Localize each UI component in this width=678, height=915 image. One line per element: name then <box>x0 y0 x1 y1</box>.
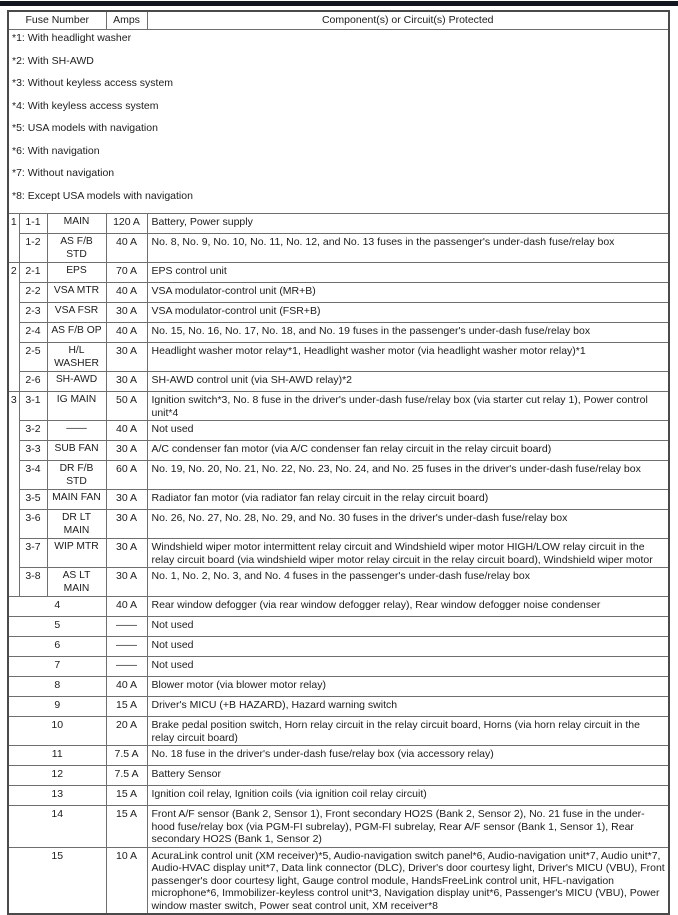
fuse-row <box>8 717 669 746</box>
fuse-row <box>8 847 669 914</box>
footnotes-row <box>8 30 669 214</box>
fuse-row <box>8 568 669 597</box>
amperage-cell: 30 A <box>106 303 147 323</box>
fuse-name-cell: VSA FSR <box>47 303 106 323</box>
fuse-row <box>8 421 669 441</box>
footnote-line: *7: Without navigation <box>12 167 115 179</box>
protected-circuit-cell: No. 8, No. 9, No. 10, No. 11, No. 12, and No. 13 fuses in the passenger's under-dash fuse/relay box <box>147 234 669 263</box>
fuse-name-cell: EPS <box>47 263 106 283</box>
amperage-cell: 70 A <box>106 263 147 283</box>
page-top-rule <box>0 1 678 6</box>
fuse-sub-number-cell: 3-6 <box>19 510 47 539</box>
fuse-row <box>8 597 669 617</box>
fuse-sub-number-cell: 3-7 <box>19 539 47 568</box>
protected-circuit-cell: Battery, Power supply <box>147 214 669 234</box>
amperage-cell: —— <box>106 657 147 677</box>
amperage-cell: 30 A <box>106 539 147 568</box>
amperage-cell: 7.5 A <box>106 766 147 786</box>
fuse-row <box>8 697 669 717</box>
fuse-sub-number-cell: 3-2 <box>19 421 47 441</box>
amperage-cell: —— <box>106 617 147 637</box>
fuse-name-cell: —— <box>47 421 106 441</box>
fuse-row <box>8 510 669 539</box>
fuse-row <box>8 372 669 392</box>
footnote-line: *6: With navigation <box>12 144 100 157</box>
fuse-name-cell: DR F/B STD <box>47 461 106 490</box>
protected-circuit-cell: Not used <box>147 657 669 677</box>
protected-circuit-cell: Not used <box>147 617 669 637</box>
fuse-name-cell: SH-AWD <box>47 372 106 392</box>
fuse-row <box>8 323 669 343</box>
fuse-name-cell: AS LT MAIN <box>47 568 106 597</box>
fuse-group-number-cell: 2 <box>8 263 19 392</box>
fuse-row <box>8 657 669 677</box>
footnote-line: *4: With keyless access system <box>12 99 159 112</box>
fuse-number-cell: 10 <box>8 717 106 746</box>
fuse-sub-number-cell: 3-4 <box>19 461 47 490</box>
amperage-cell: 120 A <box>106 214 147 234</box>
footnote-line: *8: Except USA models with navigation <box>12 189 193 202</box>
amperage-cell: 30 A <box>106 372 147 392</box>
fuse-number-cell: 11 <box>8 746 106 766</box>
protected-circuit-cell: Front A/F sensor (Bank 2, Sensor 1), Front secondary HO2S (Bank 2, Sensor 2), No. 21 fuse in the under-hood fuse/relay box (via PGM-FI subrelay), PGM-FI subrelay, Rear A/F sensor (Bank 1, Sensor 1), Rear secondary HO2S (Bank 1, Sensor 2) <box>147 806 669 848</box>
footnotes-cell <box>8 30 669 214</box>
protected-circuit-cell: Driver's MICU (+B HAZARD), Hazard warning switch <box>147 697 669 717</box>
protected-circuit-cell: Radiator fan motor (via radiator fan relay circuit in the relay circuit board) <box>147 490 669 510</box>
protected-circuit-cell: Brake pedal position switch, Horn relay circuit in the relay circuit board, Horns (via horn relay circuit in the relay circuit board) <box>147 717 669 746</box>
fuse-row <box>8 637 669 657</box>
fuse-number-cell: 9 <box>8 697 106 717</box>
fuse-name-cell: VSA MTR <box>47 283 106 303</box>
amperage-cell: 50 A <box>106 392 147 421</box>
amperage-cell: 40 A <box>106 234 147 263</box>
protected-circuit-cell: Not used <box>147 421 669 441</box>
protected-circuit-cell: No. 19, No. 20, No. 21, No. 22, No. 23, No. 24, and No. 25 fuses in the driver's under-dash fuse/relay box <box>147 461 669 490</box>
fuse-row <box>8 263 669 283</box>
fuse-number-cell: 12 <box>8 766 106 786</box>
fuse-sub-number-cell: 2-1 <box>19 263 47 283</box>
fuse-row <box>8 214 669 234</box>
fuse-row <box>8 283 669 303</box>
fuse-name-cell: DR LT MAIN <box>47 510 106 539</box>
fuse-name-cell: MAIN FAN <box>47 490 106 510</box>
fuse-row <box>8 303 669 323</box>
amperage-cell: 40 A <box>106 677 147 697</box>
protected-circuit-cell: EPS control unit <box>147 263 669 283</box>
protected-circuit-cell: VSA modulator-control unit (MR+B) <box>147 283 669 303</box>
protected-circuit-cell: Ignition switch*3, No. 8 fuse in the driver's under-dash fuse/relay box (via starter cut relay 1), Power control unit*4 <box>147 392 669 421</box>
fuse-sub-number-cell: 2-4 <box>19 323 47 343</box>
fuse-row <box>8 441 669 461</box>
protected-circuit-cell: VSA modulator-control unit (FSR+B) <box>147 303 669 323</box>
fuse-sub-number-cell: 3-3 <box>19 441 47 461</box>
column-header-amps: Amps <box>106 11 147 30</box>
fuse-row <box>8 461 669 490</box>
protected-circuit-cell: Ignition coil relay, Ignition coils (via ignition coil relay circuit) <box>147 786 669 806</box>
fuse-number-cell: 13 <box>8 786 106 806</box>
fuse-sub-number-cell: 2-6 <box>19 372 47 392</box>
fuse-number-cell: 7 <box>8 657 106 677</box>
amperage-cell: 60 A <box>106 461 147 490</box>
amperage-cell: 30 A <box>106 490 147 510</box>
amperage-cell: 7.5 A <box>106 746 147 766</box>
fuse-sub-number-cell: 3-5 <box>19 490 47 510</box>
fuse-name-cell: MAIN <box>47 214 106 234</box>
amperage-cell: 30 A <box>106 441 147 461</box>
amperage-cell: 30 A <box>106 568 147 597</box>
fuse-sub-number-cell: 1-1 <box>19 214 47 234</box>
amperage-cell: 15 A <box>106 697 147 717</box>
fuse-box-table <box>7 10 670 915</box>
fuse-name-cell: IG MAIN <box>47 392 106 421</box>
fuse-row <box>8 490 669 510</box>
amperage-cell: 40 A <box>106 323 147 343</box>
protected-circuit-cell: A/C condenser fan motor (via A/C condenser fan relay circuit in the relay circuit board) <box>147 441 669 461</box>
footnote-line: *2: With SH-AWD <box>12 54 94 67</box>
amperage-cell: 40 A <box>106 421 147 441</box>
protected-circuit-cell: No. 18 fuse in the driver's under-dash fuse/relay box (via accessory relay) <box>147 746 669 766</box>
fuse-name-cell: WIP MTR <box>47 539 106 568</box>
protected-circuit-cell: No. 26, No. 27, No. 28, No. 29, and No. 30 fuses in the driver's under-dash fuse/relay box <box>147 510 669 539</box>
fuse-row <box>8 786 669 806</box>
fuse-number-cell: 15 <box>8 847 106 914</box>
footnote-line: *5: USA models with navigation <box>12 122 158 134</box>
fuse-sub-number-cell: 3-1 <box>19 392 47 421</box>
amperage-cell: 10 A <box>106 847 147 914</box>
protected-circuit-cell: Rear window defogger (via rear window defogger relay), Rear window defogger noise condenser <box>147 597 669 617</box>
fuse-group-number-cell: 3 <box>8 392 19 597</box>
amperage-cell: 30 A <box>106 343 147 372</box>
fuse-row <box>8 392 669 421</box>
fuse-row <box>8 806 669 848</box>
column-header-fuse-number: Fuse Number <box>8 11 106 30</box>
fuse-row <box>8 343 669 372</box>
protected-circuit-cell: No. 1, No. 2, No. 3, and No. 4 fuses in the passenger's under-dash fuse/relay box <box>147 568 669 597</box>
fuse-sub-number-cell: 3-8 <box>19 568 47 597</box>
protected-circuit-cell: AcuraLink control unit (XM receiver)*5, Audio-navigation switch panel*6, Audio-navigation unit*7, Audio unit*7, Audio-HVAC display unit*7, Data link connector (DLC), Driver's door courtesy light, Driver's MICU (VBU), Front passenger's door courtesy light, Gauge control module, HandsFreeLink control unit, HFL-navigation microphone*6, Immobilizer-keyless control unit*3, Navigation display unit*6, Passenger's MICU (VBU), Power window master switch, Power seat control unit, XM receiver*8 <box>147 847 669 914</box>
fuse-sub-number-cell: 1-2 <box>19 234 47 263</box>
protected-circuit-cell: SH-AWD control unit (via SH-AWD relay)*2 <box>147 372 669 392</box>
fuse-row <box>8 746 669 766</box>
fuse-number-cell: 8 <box>8 677 106 697</box>
column-header-component: Component(s) or Circuit(s) Protected <box>147 11 669 30</box>
amperage-cell: 40 A <box>106 597 147 617</box>
protected-circuit-cell: Blower motor (via blower motor relay) <box>147 677 669 697</box>
fuse-name-cell: AS F/B OP <box>47 323 106 343</box>
protected-circuit-cell: Windshield wiper motor intermittent relay circuit and Windshield wiper motor HIGH/LOW relay circuit in the relay circuit board (via windshield wiper motor relay circuit in the relay circuit board), Windshield wiper motor <box>147 539 669 568</box>
protected-circuit-cell: Battery Sensor <box>147 766 669 786</box>
fuse-sub-number-cell: 2-2 <box>19 283 47 303</box>
fuse-name-cell: H/L WASHER <box>47 343 106 372</box>
table-header-row <box>8 11 669 30</box>
fuse-number-cell: 5 <box>8 617 106 637</box>
fuse-row <box>8 766 669 786</box>
amperage-cell: 30 A <box>106 510 147 539</box>
fuse-row <box>8 539 669 568</box>
fuse-row <box>8 234 669 263</box>
footnote-line: *1: With headlight washer <box>12 32 132 44</box>
protected-circuit-cell: No. 15, No. 16, No. 17, No. 18, and No. 19 fuses in the passenger's under-dash fuse/relay box <box>147 323 669 343</box>
protected-circuit-cell: Headlight washer motor relay*1, Headlight washer motor (via headlight washer motor relay)*1 <box>147 343 669 372</box>
amperage-cell: 15 A <box>106 786 147 806</box>
fuse-name-cell: AS F/B STD <box>47 234 106 263</box>
fuse-sub-number-cell: 2-3 <box>19 303 47 323</box>
fuse-number-cell: 6 <box>8 637 106 657</box>
amperage-cell: —— <box>106 637 147 657</box>
fuse-name-cell: SUB FAN <box>47 441 106 461</box>
fuse-group-number-cell: 1 <box>8 214 19 263</box>
fuse-number-cell: 14 <box>8 806 106 848</box>
fuse-sub-number-cell: 2-5 <box>19 343 47 372</box>
protected-circuit-cell: Not used <box>147 637 669 657</box>
fuse-row <box>8 617 669 637</box>
fuse-row <box>8 677 669 697</box>
amperage-cell: 15 A <box>106 806 147 848</box>
fuse-number-cell: 4 <box>8 597 106 617</box>
amperage-cell: 40 A <box>106 283 147 303</box>
amperage-cell: 20 A <box>106 717 147 746</box>
footnote-line: *3: Without keyless access system <box>12 77 174 89</box>
